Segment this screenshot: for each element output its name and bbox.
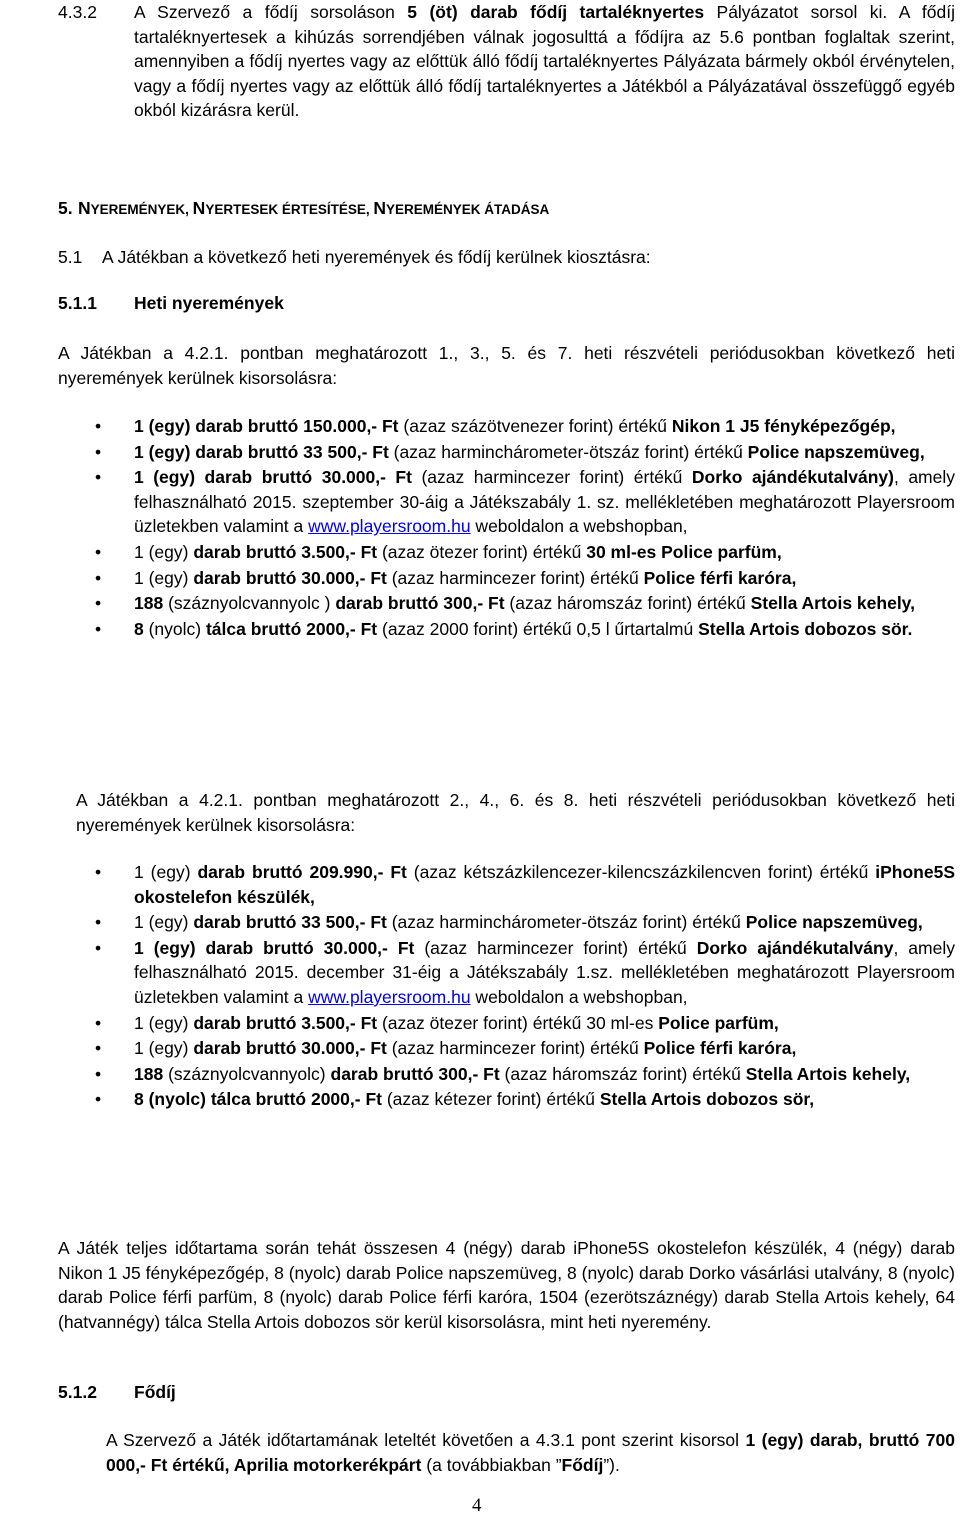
summary-paragraph: A Játék teljes időtartama során tehát összesen 4 (négy) darab iPhone5S okostelefon készülék, 4 (négy) darab Nikon 1 J5 fényképezőgép, 8 (nyolc) darab Police napszemüveg, 8 (nyolc) darab Dorko vásárlási utalvány, 8 (nyolc) darab Police férfi parfüm, 8 (nyolc) darab Police férfi karóra, 1504 (ezerötszáznégy) darab Stella Artois kehely, 64 (hatvannégy) tálca Stella Artois dobozos sör kerül kisorsolásra, mint heti nyeremény. bbox=[58, 1238, 955, 1332]
playersroom-link[interactable]: www.playersroom.hu bbox=[308, 516, 471, 537]
intro-periods-even: A Játékban a 4.2.1. pontban meghatározott 2., 4., 6. és 8. heti részvételi periódusokban következő heti nyeremények kerülnek kisorsolásra: bbox=[76, 790, 955, 835]
list-item: • 1 (egy) darab bruttó 30.000,- Ft (azaz harmincezer forint) értékű Dorko ajándékutalvány), amely felhasználható 2015. szeptember 30-áig a Játékszabály 1. sz. mellékletében meghatározott Playersroom üzletekben valamint a www.playersroom.hu weboldalon a webshopban, bbox=[95, 467, 955, 537]
section-5-1-2-title: Fődíj bbox=[134, 1382, 176, 1402]
page-number: 4 bbox=[472, 1495, 482, 1516]
bullet-icon: • bbox=[95, 593, 102, 614]
playersroom-link[interactable]: www.playersroom.hu bbox=[308, 986, 471, 1007]
bullet-icon: • bbox=[95, 441, 102, 462]
section-5-heading: NYEREMÉNYEK, NYERTESEK ÉRTESÍTÉSE, NYEREMÉNYEK ÁTADÁSA bbox=[78, 198, 550, 218]
list-item: • 1 (egy) darab bruttó 30.000,- Ft (azaz harmincezer forint) értékű Police férfi karóra, bbox=[134, 566, 955, 591]
section-5-1-1-number: 5.1.1 bbox=[58, 293, 97, 313]
prize-list-even-weeks bbox=[95, 860, 956, 1112]
section-5-1-1-title: Heti nyeremények bbox=[134, 293, 284, 313]
bullet-icon: • bbox=[95, 1089, 102, 1110]
bullet-icon: • bbox=[95, 937, 102, 958]
section-4-3-2-number: 4.3.2 bbox=[58, 2, 97, 22]
list-item: • 1 (egy) darab bruttó 3.500,- Ft (azaz ötezer forint) értékű 30 ml-es Police parfüm, bbox=[134, 540, 955, 565]
list-item: • 8 (nyolc) tálca bruttó 2000,- Ft (azaz kétezer forint) értékű Stella Artois dobozos sör, bbox=[134, 1087, 955, 1112]
list-item: • 1 (egy) darab bruttó 150.000,- Ft (azaz százötvenezer forint) értékű Nikon 1 J5 fényképezőgép, bbox=[134, 414, 955, 439]
list-item: • 188 (száznyolcvannyolc ) darab bruttó 300,- Ft (azaz háromszáz forint) értékű Stella Artois kehely, bbox=[134, 591, 955, 616]
list-item: • 188 (száznyolcvannyolc) darab bruttó 300,- Ft (azaz háromszáz forint) értékű Stella Artois kehely, bbox=[134, 1062, 955, 1087]
section-5-1-text: A Játékban a következő heti nyeremények és fődíj kerülnek kiosztásra: bbox=[102, 247, 651, 267]
bullet-icon: • bbox=[95, 912, 102, 933]
bullet-icon: • bbox=[95, 862, 102, 882]
list-item: • 1 (egy) darab bruttó 33 500,- Ft (azaz harminchárometer-ötszáz forint) értékű Police napszemüveg, bbox=[134, 440, 955, 465]
bullet-icon: • bbox=[95, 541, 102, 562]
list-item: • 1 (egy) darab bruttó 30.000,- Ft (azaz harmincezer forint) értékű Dorko ajándékutalvány, amely felhasználható 2015. december 31-éig a Játékszabály 1.sz. mellékletében meghatározott Playersroom üzletekben valamint a www.playersroom.hu weboldalon a webshopban, bbox=[95, 937, 955, 1007]
intro-periods-odd: A Játékban a 4.2.1. pontban meghatározott 1., 3., 5. és 7. heti részvételi periódusokban következő heti nyeremények kerülnek kisorsolásra: bbox=[58, 343, 955, 388]
section-5-number: 5. bbox=[58, 198, 73, 218]
bullet-icon: • bbox=[95, 467, 102, 488]
list-item: • 8 (nyolc) tálca bruttó 2000,- Ft (azaz 2000 forint) értékű 0,5 l űrtartalmú Stella Artois dobozos sör. bbox=[134, 617, 955, 642]
main-prize-paragraph: A Szervező a Játék időtartamának leteltét követően a 4.3.1 pont szerint kisorsol 1 (egy) darab, bruttó 700 000,- Ft értékű, Aprilia motorkerékpárt (a továbbiakban ”Fődíj”). bbox=[106, 1430, 955, 1475]
prize-list-odd-weeks bbox=[95, 414, 955, 641]
section-5-1-2-number: 5.1.2 bbox=[58, 1382, 97, 1402]
section-4-3-2-text: A Szervező a fődíj sorsoláson 5 (öt) darab fődíj tartaléknyertes Pályázatot sorsol ki. A fődíj tartaléknyertesek a kihúzás sorrendjében válnak jogosulttá a fődíjra az 5.6 pontban foglaltak szerint, amennyiben a fődíj nyertes vagy az előttük álló fődíj tartaléknyertes Pályázata bármely okból érvénytelen, vagy a fődíj nyertes vagy az előttük álló fődíj tartaléknyertes a Játékból a Pályázatával összefüggő egyéb okból kizárásra kerül. bbox=[134, 2, 955, 121]
list-item: • 1 (egy) darab bruttó 3.500,- Ft (azaz ötezer forint) értékű 30 ml-es Police parfüm, bbox=[134, 1011, 955, 1036]
list-item: • 1 (egy) darab bruttó 33 500,- Ft (azaz harminchárometer-ötszáz forint) értékű Police napszemüveg, bbox=[134, 910, 955, 935]
bullet-icon: • bbox=[95, 567, 102, 588]
bullet-icon: • bbox=[95, 618, 102, 639]
bullet-icon: • bbox=[95, 1012, 102, 1033]
bullet-icon: • bbox=[95, 1038, 102, 1059]
list-item: • 1 (egy) darab bruttó 209.990,- Ft (azaz kétszázkilencezer-kilencszázkilencven forint) értékű iPhone5S okostelefon készülék, bbox=[95, 862, 956, 907]
list-item: • 1 (egy) darab bruttó 30.000,- Ft (azaz harmincezer forint) értékű Police férfi karóra, bbox=[134, 1036, 955, 1061]
bullet-icon: • bbox=[95, 1063, 102, 1084]
bullet-icon: • bbox=[95, 416, 102, 436]
section-5-1-number: 5.1 bbox=[58, 247, 83, 267]
